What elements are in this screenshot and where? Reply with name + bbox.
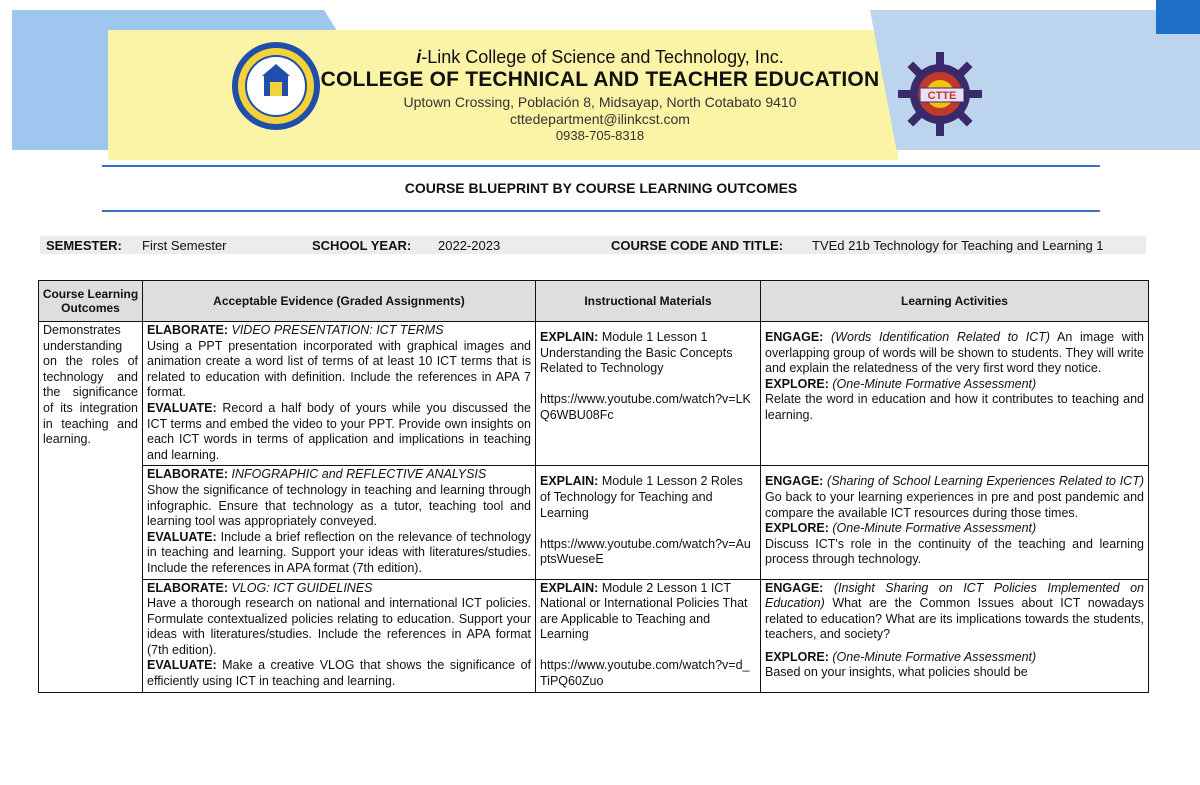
- table-row: [39, 466, 1149, 579]
- col-header-materials: Instructional Materials: [536, 281, 761, 322]
- materials-cell: EXPLAIN: Module 1 Lesson 1 Understanding the Basic Concepts Related to Technology https://www.youtube.com/watch?v=LKQ6WBU08Fc: [536, 322, 761, 466]
- activities-cell: ENGAGE: (Words Identification Related to ICT) An image with overlapping group of words will be shown to students. They will write and explain the relatedness of the very first word they notice. EXPLORE: (One-Minute Formative Assessment) Relate the word in education and how it contributes to teaching and learning.: [761, 322, 1149, 466]
- course-info-bar: [40, 236, 1146, 254]
- evidence-cell: ELABORATE: INFOGRAPHIC and REFLECTIVE ANALYSIS Show the significance of technology in teaching and learning through infographic. Ensure that technology as a tutor, teaching tool and learning tool was appropriately conveyed. EVALUATE: Include a brief reflection on the relevance of technology in teaching and learning. Support your ideas with literatures/studies. Include the references in APA format (7th edition).: [143, 466, 536, 579]
- ctte-logo-text: CTTE: [927, 90, 957, 102]
- college-email: cttedepartment@ilinkcst.com: [510, 111, 690, 127]
- evidence-cell: ELABORATE: VIDEO PRESENTATION: ICT TERMS Using a PPT presentation incorporated with graphical images and animation create a word list of terms of at least 10 ICT terms that is related to education with definition. Include the references in APA 7 format. EVALUATE: Record a half body of yours while you discussed the ICT terms and embed the video to your PPT. Provide own insights on each ICT words in terms of application and implications in teaching and learning.: [143, 322, 536, 466]
- document-title: COURSE BLUEPRINT BY COURSE LEARNING OUTCOMES: [404, 180, 798, 196]
- materials-cell: EXPLAIN: Module 2 Lesson 1 ICT National or International Policies That are Applicable to Teaching and Learning https://www.youtube.com/watch?v=d_TiPQ60Zuo: [536, 579, 761, 692]
- course-blueprint-table: [38, 280, 1149, 693]
- semester-label: SEMESTER:: [46, 238, 122, 253]
- video-link[interactable]: https://www.youtube.com/watch?v=LKQ6WBU08Fc: [540, 392, 751, 422]
- course-code-value: TVEd 21b Technology for Teaching and Learning 1: [812, 238, 1104, 253]
- col-header-evidence: Acceptable Evidence (Graded Assignments): [143, 281, 536, 322]
- table-row: [39, 322, 1149, 466]
- college-name: COLLEGE OF TECHNICAL AND TEACHER EDUCATION: [320, 68, 880, 91]
- learning-outcome-cell: Demonstrates understanding on the roles of technology and the significance of its integration in teaching and learning.: [39, 322, 143, 693]
- semester-value: First Semester: [142, 238, 227, 253]
- institution-name: i-Link College of Science and Technology, Inc.: [416, 47, 784, 67]
- divider-top: [102, 165, 1100, 167]
- table-row: [39, 579, 1149, 692]
- divider-bottom: [102, 210, 1100, 212]
- course-code-label: COURSE CODE AND TITLE:: [611, 238, 784, 253]
- activities-cell: ENGAGE: (Insight Sharing on ICT Policies Implemented on Education) What are the Common Issues about ICT nowadays related to education? What are its implications towards the students, teachers, and society? EXPLORE: (One-Minute Formative Assessment) Based on your insights, what policies should be: [761, 579, 1149, 692]
- school-year-value: 2022-2023: [438, 238, 501, 253]
- activities-cell: ENGAGE: (Sharing of School Learning Experiences Related to ICT) Go back to your learning experiences in pre and post pandemic and compare the available ICT resources during those times. EXPLORE: (One-Minute Formative Assessment) Discuss ICT's role in the continuity of the teaching and learning process through technology.: [761, 466, 1149, 579]
- evidence-cell: ELABORATE: VLOG: ICT GUIDELINES Have a thorough research on national and international ICT policies. Formulate contextualized policies relating to education. Support your ideas with literatures/studies. Include the references in APA format (7th edition). EVALUATE: Make a creative VLOG that shows the significance of efficiently using ICT in teaching and learning.: [143, 579, 536, 692]
- col-header-outcomes: Course Learning Outcomes: [39, 281, 143, 322]
- table-header-row: [39, 281, 1149, 322]
- video-link[interactable]: https://www.youtube.com/watch?v=AuptsWueseE: [540, 536, 751, 567]
- school-year-label: SCHOOL YEAR:: [312, 238, 412, 253]
- col-header-activities: Learning Activities: [761, 281, 1149, 322]
- college-address: Uptown Crossing, Población 8, Midsayap, North Cotabato 9410: [403, 94, 797, 110]
- college-phone: 0938-705-8318: [555, 128, 645, 143]
- materials-cell: EXPLAIN: Module 1 Lesson 2 Roles of Technology for Teaching and Learning https://www.youtube.com/watch?v=AuptsWueseE: [536, 466, 761, 579]
- corner-accent: [1156, 0, 1200, 34]
- video-link[interactable]: https://www.youtube.com/watch?v=d_TiPQ60Zuo: [540, 658, 750, 689]
